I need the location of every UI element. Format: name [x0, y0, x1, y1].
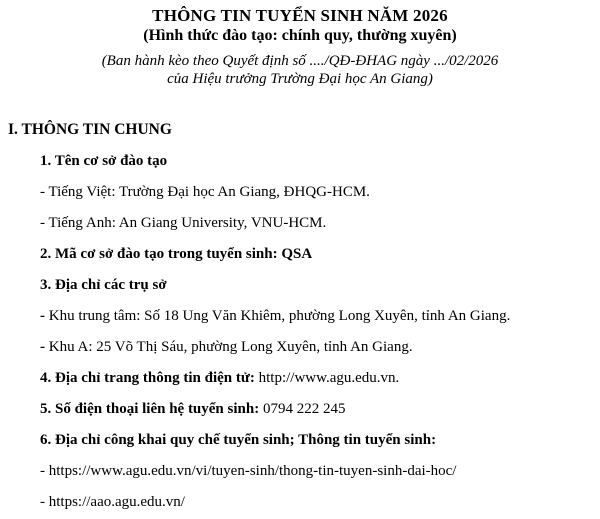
document-title: THÔNG TIN TUYỂN SINH NĂM 2026	[152, 6, 448, 25]
item-6-heading: 6. Địa chỉ công khai quy chế tuyển sinh; Thông tin tuyển sinh:	[40, 432, 437, 448]
item-3-heading: 3. Địa chỉ các trụ sở	[40, 277, 167, 293]
item-3-main-campus-dash: -	[40, 308, 45, 324]
issuance-note-line2: của Hiệu trưởng Trường Đại học An Giang)	[167, 71, 433, 87]
item-1-english-name: - Tiếng Anh: An Giang University, VNU-HCM.	[40, 215, 327, 231]
item-5-label: 5. Số điện thoại liên hệ tuyển sinh:	[40, 401, 260, 417]
item-5-phone	[40, 400, 592, 418]
item-3-campus-a	[40, 338, 592, 356]
item-3-main-campus	[40, 307, 592, 325]
item-6-url-2: - https://aao.agu.edu.vn/	[40, 494, 185, 510]
section-general-info	[8, 121, 592, 511]
document-header	[8, 6, 592, 88]
item-6-url-1: - https://www.agu.edu.vn/vi/tuyen-sinh/thong-tin-tuyen-sinh-dai-hoc/	[40, 463, 457, 479]
section-body	[40, 152, 592, 511]
item-1-heading: 1. Tên cơ sở đào tạo	[40, 153, 168, 169]
issuance-note-line1: (Ban hành kèo theo Quyết định số ..../QĐ-ĐHAG ngày .../02/2026	[101, 53, 499, 69]
item-4-label: 4. Địa chỉ trang thông tin điện tử:	[40, 370, 255, 386]
document-subtitle: (Hình thức đào tạo: chính quy, thường xuyên)	[143, 27, 457, 44]
item-1-vietnamese-name: - Tiếng Việt: Trường Đại học An Giang, ĐHQG-HCM.	[40, 184, 370, 200]
item-4-url: http://www.agu.edu.vn.	[258, 370, 400, 386]
section-heading: I. THÔNG TIN CHUNG	[8, 121, 172, 138]
item-2-heading: 2. Mã cơ sở đào tạo trong tuyển sinh: QSA	[40, 246, 313, 262]
item-4-website	[40, 369, 592, 387]
issuance-note	[8, 52, 592, 88]
item-3-campus-a-dash: -	[40, 339, 45, 355]
item-5-number: 0794 222 245	[262, 401, 346, 417]
item-3-campus-a-address: Khu A: 25 Võ Thị Sáu, phường Long Xuyên, tỉnh An Giang.	[45, 339, 413, 355]
item-3-main-campus-address: Khu trung tâm: Số 18 Ung Văn Khiêm, phường Long Xuyên, tỉnh An Giang.	[45, 308, 511, 324]
